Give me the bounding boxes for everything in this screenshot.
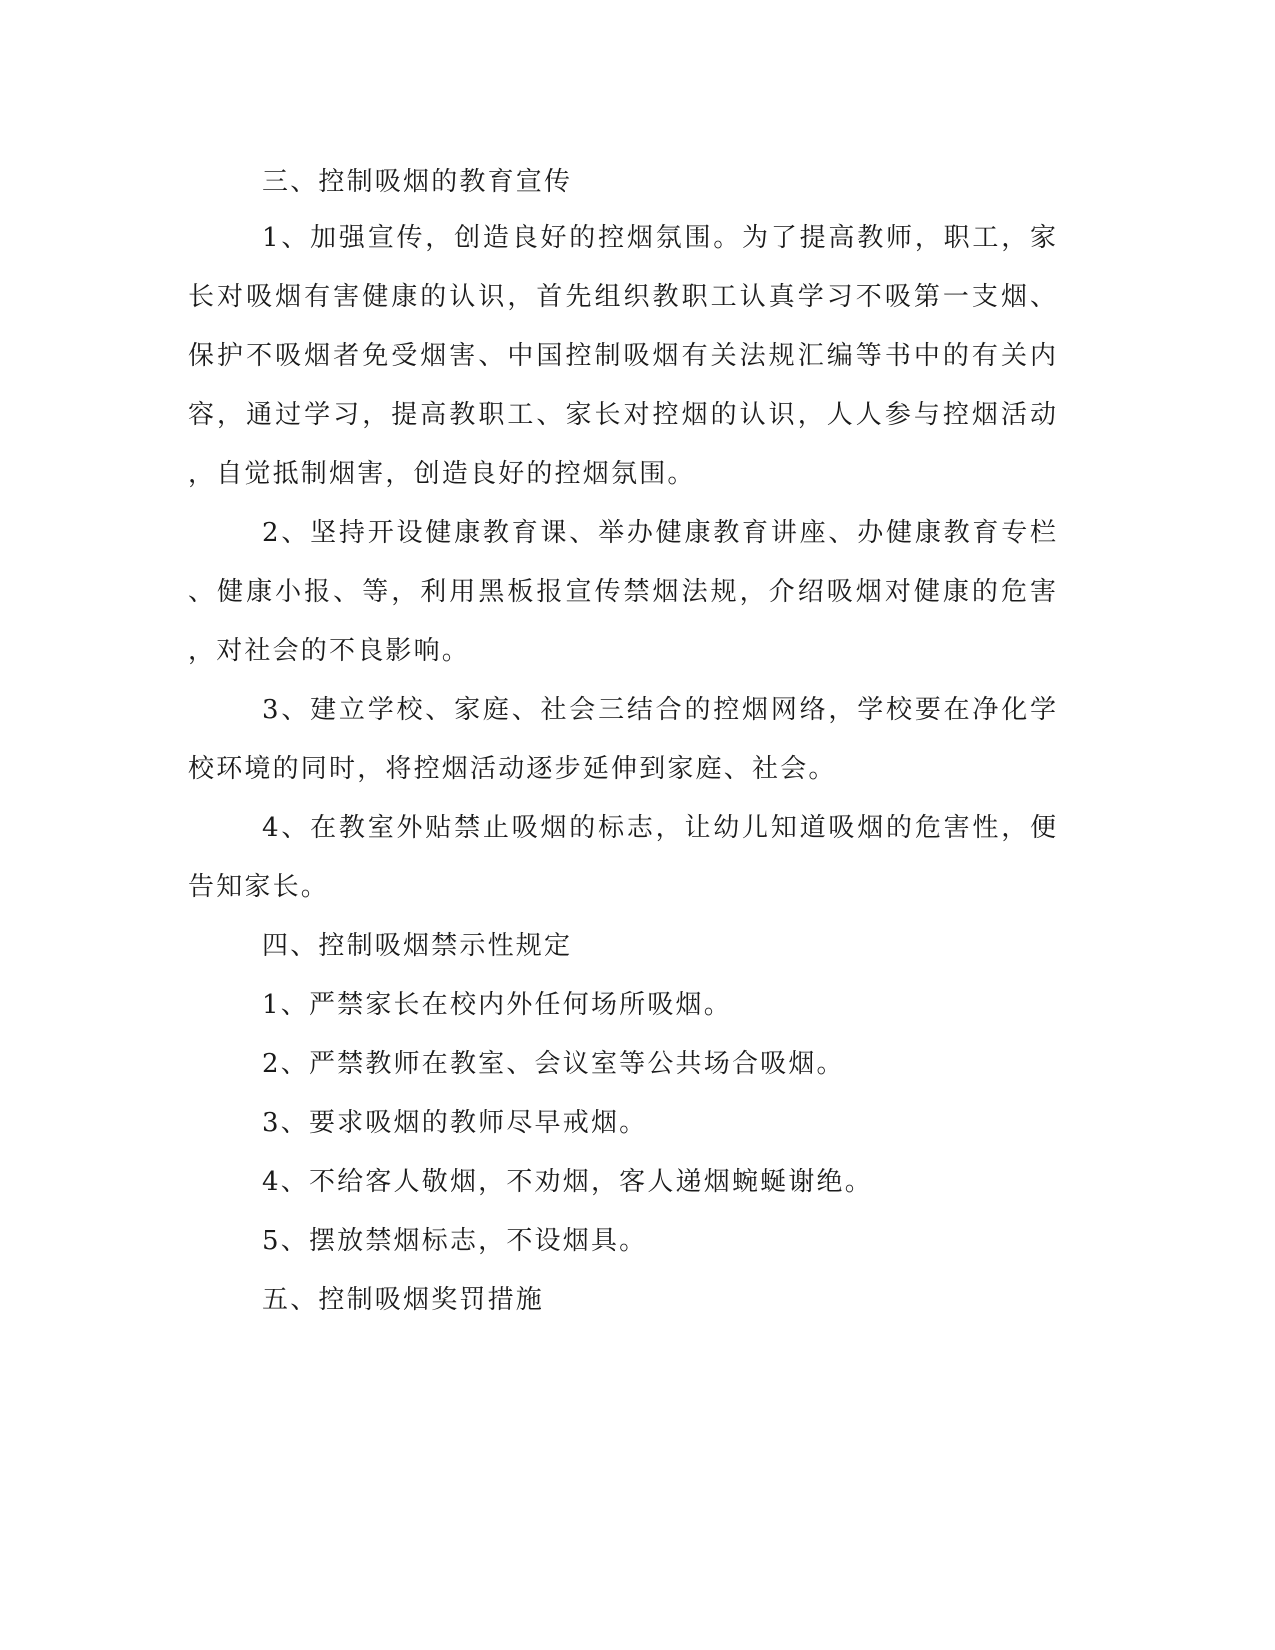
section-3-item-2-line-2: 、健康小报、等，利用黑板报宣传禁烟法规，介绍吸烟对健康的危害 <box>188 577 1056 607</box>
section-3-item-4-line-2: 告知家长。 <box>188 872 330 902</box>
section-3-item-1-line-3: 保护不吸烟者免受烟害、中国控制吸烟有关法规汇编等书中的有关内 <box>188 341 1056 371</box>
section-3-item-4-line-1: 4、在教室外贴禁止吸烟的标志，让幼儿知道吸烟的危害性，便 <box>262 813 1056 843</box>
section-4-item-4: 4、不给客人敬烟，不劝烟，客人递烟蜿蜒谢绝。 <box>262 1167 873 1197</box>
section-4-item-3: 3、要求吸烟的教师尽早戒烟。 <box>262 1108 648 1138</box>
section-4-item-2: 2、严禁教师在教室、会议室等公共场合吸烟。 <box>262 1049 845 1079</box>
section-4-heading: 四、控制吸烟禁示性规定 <box>262 931 573 961</box>
section-3-heading: 三、控制吸烟的教育宣传 <box>262 167 573 197</box>
section-3-item-1-line-2: 长对吸烟有害健康的认识，首先组织教职工认真学习不吸第一支烟、 <box>188 282 1056 312</box>
section-4-item-1: 1、严禁家长在校内外任何场所吸烟。 <box>262 990 732 1020</box>
section-3-item-3-line-2: 校环境的同时，将控烟活动逐步延伸到家庭、社会。 <box>188 754 837 784</box>
section-3-item-1-line-5: ，自觉抵制烟害，创造良好的控烟氛围。 <box>188 459 696 489</box>
section-3-item-3-line-1: 3、建立学校、家庭、社会三结合的控烟网络，学校要在净化学 <box>262 695 1056 725</box>
section-3-item-2-line-3: ，对社会的不良影响。 <box>188 636 471 666</box>
section-5-heading: 五、控制吸烟奖罚措施 <box>262 1285 545 1315</box>
section-4-item-5: 5、摆放禁烟标志，不设烟具。 <box>262 1226 648 1256</box>
section-3-item-2-line-1: 2、坚持开设健康教育课、举办健康教育讲座、办健康教育专栏 <box>262 518 1056 548</box>
section-3-item-1-line-1: 1、加强宣传，创造良好的控烟氛围。为了提高教师，职工，家 <box>262 223 1056 253</box>
section-3-item-1-line-4: 容，通过学习，提高教职工、家长对控烟的认识，人人参与控烟活动 <box>188 400 1056 430</box>
